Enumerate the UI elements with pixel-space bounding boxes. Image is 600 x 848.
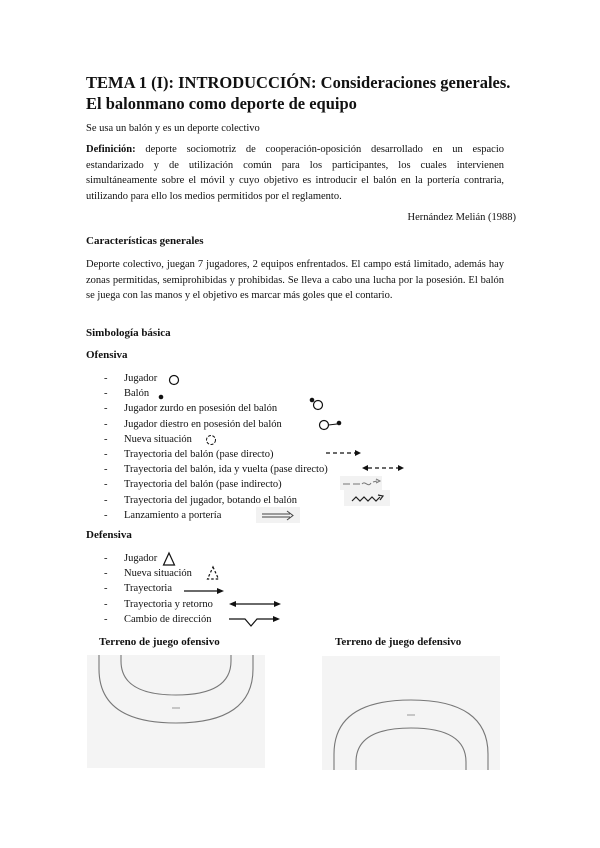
symbology-heading: Simbología básica bbox=[86, 327, 171, 339]
definition-text: deporte sociomotriz de cooperación-oposición desarrollado en un espacio estandarizado y de utilización común para los participantes, los cuales intervienen simultáneamente sobre el móvil y cuyo objetivo es introducir el balón en la portería contraria, utilizando para ello los medios permitidos por el reglamento. bbox=[86, 144, 504, 202]
left-handed-player-icon bbox=[308, 396, 326, 412]
solid-double-arrow-icon bbox=[229, 599, 281, 609]
solid-arrow-icon bbox=[184, 586, 224, 596]
dribble-zigzag-icon bbox=[344, 490, 390, 506]
page-title bbox=[86, 72, 510, 114]
defender-triangle-icon bbox=[162, 552, 176, 566]
ball-dot-icon bbox=[157, 393, 165, 401]
player-circle-icon bbox=[168, 374, 180, 386]
dashed-arrow-icon bbox=[326, 448, 362, 458]
dashed-double-arrow-icon bbox=[362, 463, 404, 473]
indirect-pass-icon bbox=[340, 476, 382, 490]
title-line-2: El balonmano como deporte de equipo bbox=[86, 94, 357, 113]
citation: Hernández Melián (1988) bbox=[407, 212, 516, 223]
defensive-heading: Defensiva bbox=[86, 529, 132, 541]
title-line-1: TEMA 1 (I): INTRODUCCIÓN: Consideraciones generales. bbox=[86, 73, 511, 92]
right-handed-player-icon bbox=[318, 417, 346, 431]
direction-change-icon bbox=[229, 615, 281, 631]
new-situation-circle-icon bbox=[205, 434, 217, 446]
definition-paragraph bbox=[86, 142, 504, 204]
defensive-court-label: Terreno de juego defensivo bbox=[335, 636, 462, 648]
definition-label: Definición: bbox=[86, 144, 136, 155]
shot-double-arrow-icon bbox=[256, 507, 300, 523]
intro-text: Se usa un balón y es un deporte colectivo bbox=[86, 123, 260, 134]
offensive-court-label: Terreno de juego ofensivo bbox=[99, 636, 220, 648]
offensive-court-diagram bbox=[87, 655, 265, 768]
characteristics-text: Deporte colectivo, juegan 7 jugadores, 2 equipos enfrentados. El campo está limitado, además hay zonas permitidas, semiprohibidas y prohibidas. Se lleva a cabo una lucha por la posesión. El balón se juega con las manos y el objetivo es marcar más goles que el contario. bbox=[86, 259, 504, 301]
characteristics-heading: Características generales bbox=[86, 235, 204, 247]
offensive-heading: Ofensiva bbox=[86, 349, 128, 361]
dashed-triangle-icon bbox=[206, 566, 220, 580]
defensive-court-diagram bbox=[322, 656, 500, 770]
